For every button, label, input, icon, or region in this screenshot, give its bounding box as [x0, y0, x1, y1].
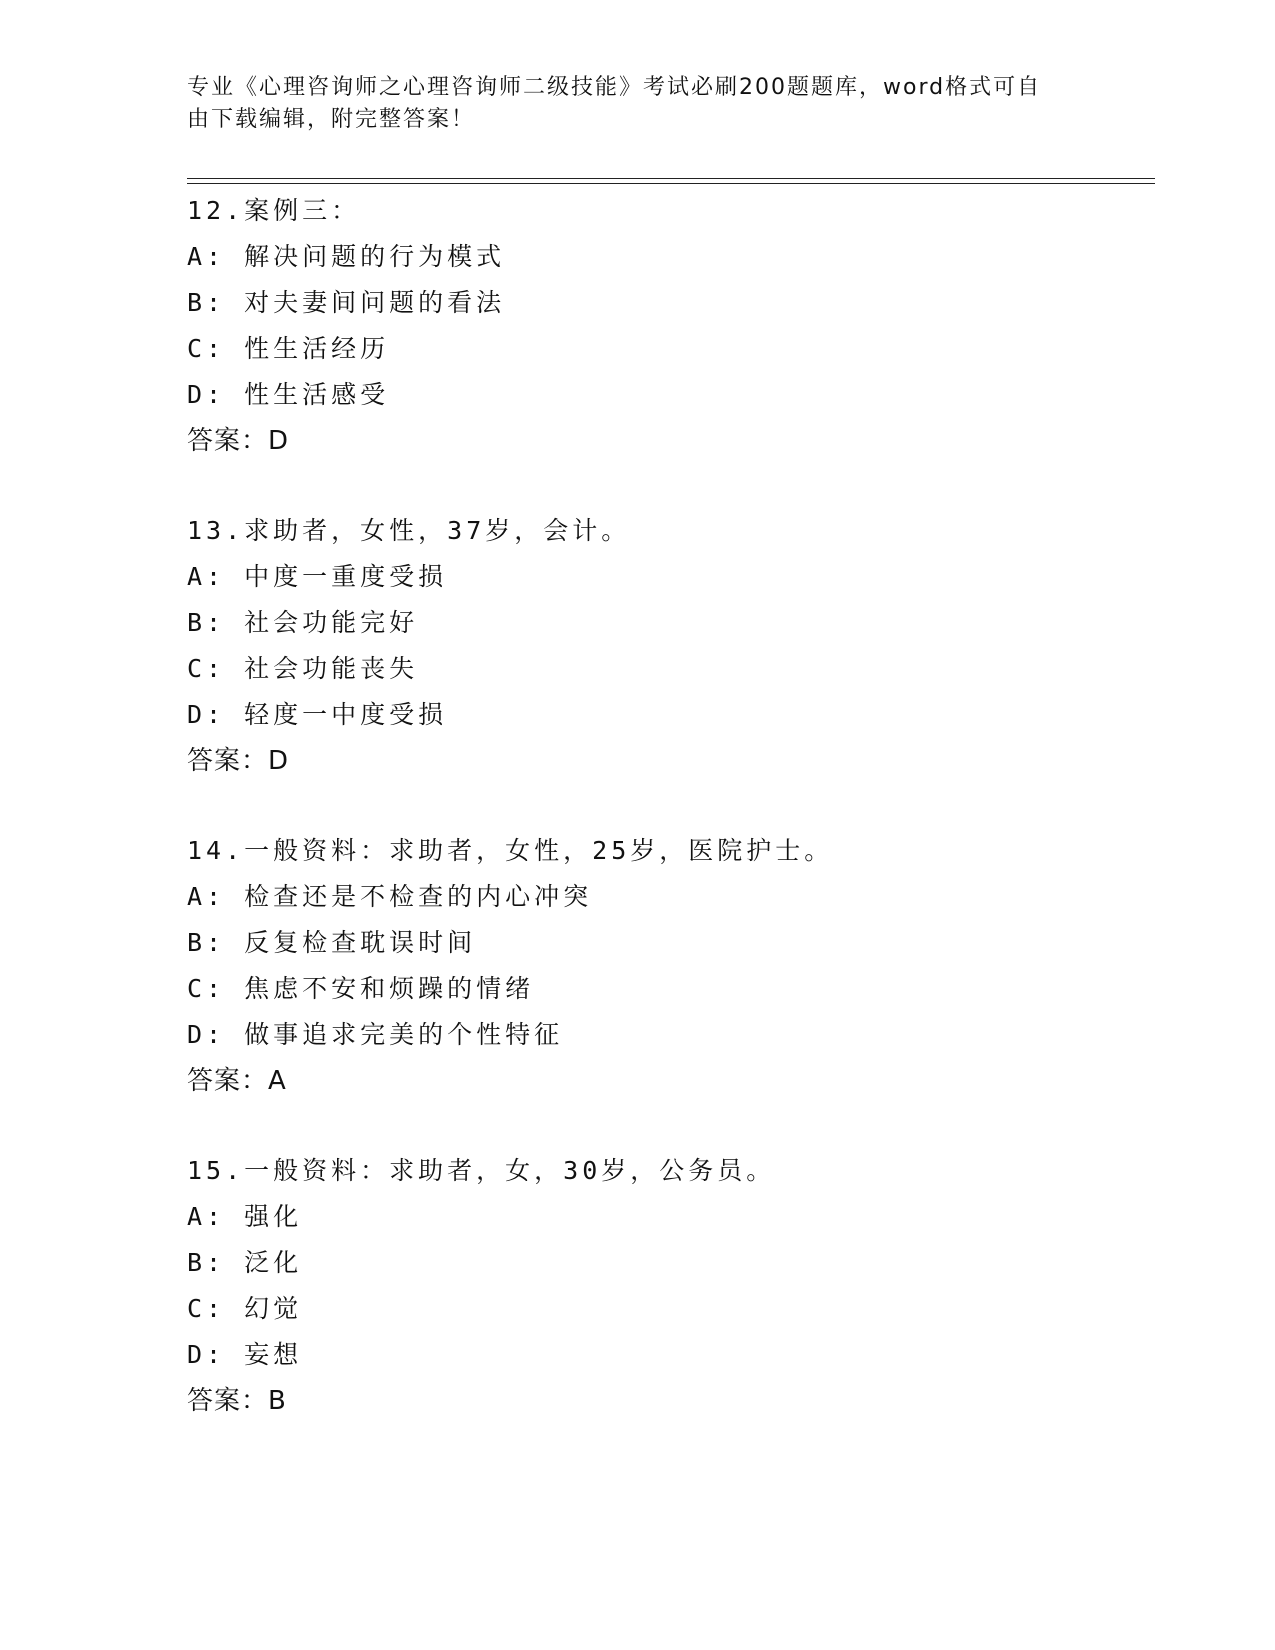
answer-line: 答案：B [187, 1386, 287, 1416]
question-block-13 [187, 508, 1087, 784]
option-c: C: 焦虑不安和烦躁的情绪 [187, 974, 535, 1003]
option-a: A: 解决问题的行为模式 [187, 242, 506, 271]
option-d: D: 妄想 [187, 1340, 303, 1369]
option-c: C: 性生活经历 [187, 334, 390, 363]
option-a: A: 中度一重度受损 [187, 562, 448, 591]
question-block-12 [187, 188, 1087, 464]
option-c: C: 幻觉 [187, 1294, 303, 1323]
answer-line: 答案：D [187, 746, 290, 776]
option-b: B: 社会功能完好 [187, 608, 419, 637]
question-stem: 12.案例三： [187, 196, 361, 225]
question-block-15 [187, 1148, 1087, 1424]
option-b: B: 反复检查耽误时间 [187, 928, 477, 957]
option-d: D: 性生活感受 [187, 380, 390, 409]
option-a: A: 强化 [187, 1202, 303, 1231]
question-stem: 15.一般资料：求助者，女，30岁，公务员。 [187, 1156, 776, 1185]
header-line-2: 由下载编辑，附完整答案！ [187, 107, 476, 132]
option-d: D: 轻度一中度受损 [187, 700, 448, 729]
header-divider-top [187, 178, 1155, 179]
question-stem: 14.一般资料：求助者，女性，25岁，医院护士。 [187, 836, 834, 865]
answer-line: 答案：A [187, 1066, 287, 1096]
document-header [187, 72, 1087, 136]
option-d: D: 做事追求完美的个性特征 [187, 1020, 564, 1049]
question-block-14 [187, 828, 1087, 1104]
option-c: C: 社会功能丧失 [187, 654, 419, 683]
option-b: B: 泛化 [187, 1248, 303, 1277]
header-line-1: 专业《心理咨询师之心理咨询师二级技能》考试必刷200题题库，word格式可自 [187, 75, 1042, 100]
answer-line: 答案：D [187, 426, 290, 456]
question-stem: 13.求助者，女性，37岁，会计。 [187, 516, 631, 545]
option-a: A: 检查还是不检查的内心冲突 [187, 882, 593, 911]
option-b: B: 对夫妻间问题的看法 [187, 288, 506, 317]
header-divider-bottom [187, 183, 1155, 184]
